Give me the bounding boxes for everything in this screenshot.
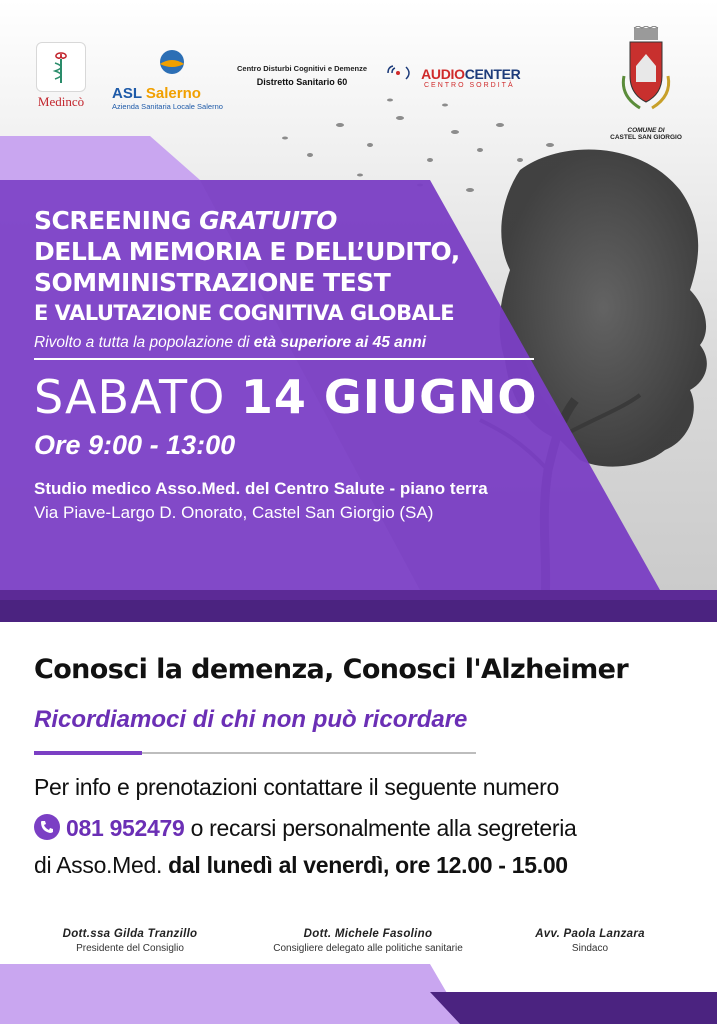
comune-logo [596,26,696,141]
info-line-1: Per info e prenotazioni contattare il seguente numero [34,774,559,800]
event-venue: Studio medico Asso.Med. del Centro Salute - piano terra [34,479,488,498]
event-time: Ore 9:00 - 13:00 [34,430,236,460]
phone-number[interactable]: 081 952479 [66,815,185,841]
title-line-3: SOMMINISTRAZIONE TEST [34,268,391,297]
asl-salerno-logo [112,48,232,111]
caduceus-icon [36,42,86,92]
comune-line-1: COMUNE DI [627,127,665,134]
distretto-line-1: Centro Disturbi Cognitivi e Demenze [236,64,368,73]
signature-name: Dott. Michele Fasolino [303,928,433,940]
divider-accent [34,751,142,755]
distretto-logo [232,64,372,87]
comune-line-2: CASTEL SAN GIORGIO [610,134,682,141]
signature-block-1 [40,928,220,954]
event-date: SABATO 14 GIUGNO [34,370,538,424]
event-address: Via Piave-Largo D. Onorato, Castel San Giorgio (SA) [34,503,434,522]
signature-role: Consigliere delegato alle politiche sanitarie [273,943,463,954]
coat-of-arms-icon [616,26,676,118]
signature-name: Dott.ssa Gilda Tranzillo [62,928,198,940]
asl-globe-icon [112,48,232,76]
hero-text-block [34,205,554,523]
divider [34,358,534,360]
phone-icon [34,814,60,840]
campaign-title: Conosci la demenza, Conosci l'Alzheimer [34,654,629,685]
asl-name: ASL Salerno [112,85,201,102]
asl-subtitle: Azienda Sanitaria Locale Salerno [112,102,223,111]
info-line-3: di Asso.Med. dal lunedì al venerdì, ore 12.00 - 15.00 [34,852,568,878]
audiocenter-name: AUDIOCENTER [384,64,544,82]
signature-role: Presidente del Consiglio [76,943,184,954]
signature-block-3 [510,928,670,954]
signature-block-2 [258,928,478,954]
title-line-4: E VALUTAZIONE COGNITIVA GLOBALE [34,301,455,325]
distretto-line-2: Distretto Sanitario 60 [256,77,348,87]
bottom-section [0,622,717,1024]
campaign-subtitle: Ricordiamoci di chi non può ricordare [34,706,468,733]
title-line-1: SCREENING GRATUITO [34,206,337,235]
sound-waves-icon [384,64,418,82]
title-line-2: DELLA MEMORIA E DELL’UDITO, [34,237,460,266]
medinco-logo-text: Medincò [37,94,85,109]
info-line-2: 081 952479 o recarsi personalmente alla segreteria [34,814,577,842]
audiocenter-subtitle: CENTRO SORDITÀ [424,82,515,89]
medinco-logo [30,42,92,110]
audiocenter-logo [384,64,544,89]
signature-name: Avv. Paola Lanzara [535,928,645,940]
divider [34,752,476,754]
target-audience: Rivolto a tutta la popolazione di età superiore ai 45 anni [34,334,427,351]
logo-bar [0,20,717,140]
signature-role: Sindaco [571,943,609,954]
